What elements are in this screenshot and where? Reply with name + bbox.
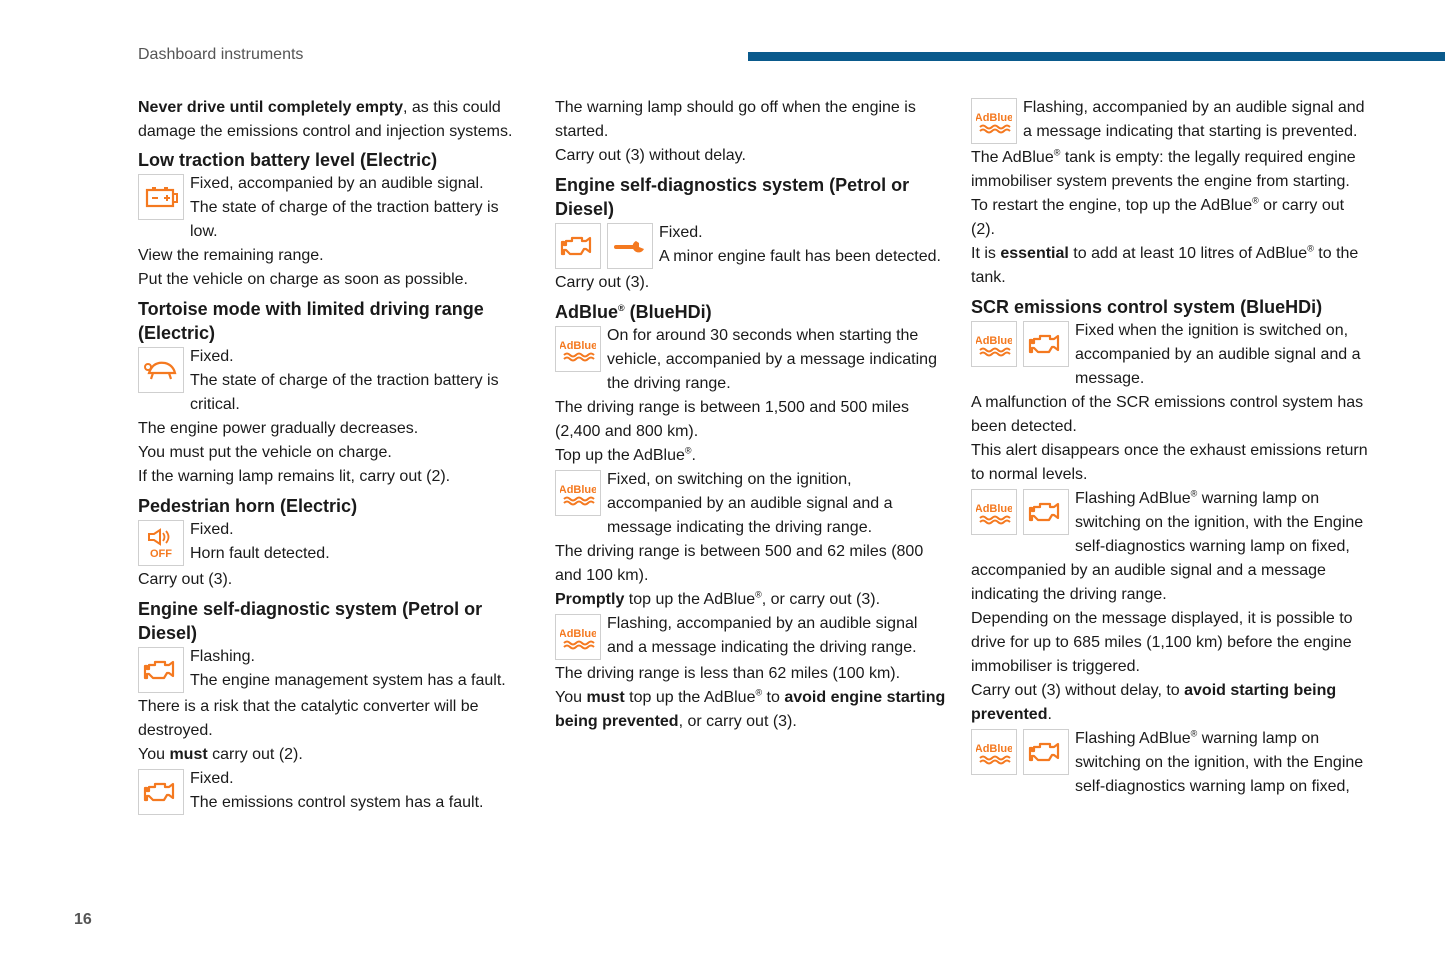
heading-engine-self-diagnostics: Engine self-diagnostics system (Petrol or Diesel) [555, 175, 910, 219]
engine-check-icon [1023, 321, 1069, 367]
adblue-icon [555, 614, 601, 660]
warning-block-scr-flashing-2: Flashing AdBlue® warning lamp on switching on the ignition, with the Engine self-diagnostics warning lamp on fixed, [971, 727, 1371, 799]
adblue-icon [555, 470, 601, 516]
heading-adblue: AdBlue® (BlueHDi) [555, 302, 712, 322]
header-accent-bar [748, 52, 1445, 61]
adblue-icon [971, 489, 1017, 535]
adblue-icon [971, 321, 1017, 367]
pedestrian-horn-off-icon [138, 520, 184, 566]
engine-check-icon [1023, 729, 1069, 775]
engine-check-icon [1023, 489, 1069, 535]
column-1: Never drive until completely empty, as this could damage the emissions control and injection systems. Low traction battery level (Electric) Fixed, accompanied by an audible signal. The state of charge of the traction battery is low. View the remaining range. Put the vehicle on charge as soon as possible. Tortoise mode with limited driving range (Electric) Fixed. The state of charge of the traction battery is critical. The engine power gradually decreases. You must put the vehicle on charge. If the warning lamp remains lit, carry out (2). Pedestrian horn (Electric) OFF Fixed. Horn fault detected. Carry out (3). Engine self-diagnostic system (Petrol or Diesel) Flashing. The engine management system has a fault. There is a risk that the catalytic converter will be destroyed. You must carry out (2). Fixed. The emissions control system has a fault. [138, 96, 530, 817]
warning-block-tortoise: Fixed. The state of charge of the traction battery is critical. [138, 345, 530, 417]
battery-warning-icon [138, 174, 184, 220]
warning-block-minor-fault: Fixed. A minor engine fault has been detected. [555, 221, 947, 271]
heading-engine-self-diagnostic: Engine self-diagnostic system (Petrol or Diesel) [138, 599, 483, 643]
page-number: 16 [74, 911, 92, 928]
section-title: Dashboard instruments [138, 46, 304, 63]
adblue-icon [971, 98, 1017, 144]
warning-block-adblue-fixed: Fixed, on switching on the ignition, accompanied by an audible signal and a message indicating the driving range. [555, 468, 947, 540]
heading-scr-emissions: SCR emissions control system (BlueHDi) [971, 297, 1323, 317]
wrench-icon [607, 223, 653, 269]
svg-text:OFF: OFF [150, 548, 172, 558]
heading-low-traction-battery: Low traction battery level (Electric) [138, 150, 438, 170]
warning-block-battery: Fixed, accompanied by an audible signal. The state of charge of the traction battery is low. [138, 172, 530, 244]
warning-block-emissions: Fixed. The emissions control system has a fault. [138, 767, 530, 817]
warning-block-adblue-30s: On for around 30 seconds when starting the vehicle, accompanied by a message indicating the driving range. [555, 324, 947, 396]
column-3: Flashing, accompanied by an audible signal and a message indicating that starting is prevented. The AdBlue® tank is empty: the legally required engine immobiliser system prevents the engine from starting. To restart the engine, top up the AdBlue® or carry out (2). It is essential to add at least 10 litres of AdBlue® to the tank. SCR emissions control system (BlueHDi) Fixed when the ignition is switched on, accompanied by an audible signal and a message. A malfunction of the SCR emissions control system has been detected. This alert disappears once the exhaust emissions return to normal levels. Flashing AdBlue® warning lamp on switching on the ignition, with the Engine self-diagnostics warning lamp on fixed, accompanied by an audible signal and a message indicating the driving range. Depending on the message displayed, it is possible to drive for up to 685 miles (1,100 km) before the engine immobiliser is triggered. Carry out (3) without delay, to avoid starting being prevented. Flashing AdBlue® warning lamp on switching on the ignition, with the Engine self-diagnostics warning lamp on fixed, [971, 96, 1371, 799]
adblue-icon [555, 326, 601, 372]
paragraph: Never drive until completely empty, as this could damage the emissions control and injection systems. [138, 99, 513, 140]
engine-check-icon [138, 769, 184, 815]
warning-block-engine-flashing: Flashing. The engine management system has a fault. [138, 645, 530, 695]
column-2: The warning lamp should go off when the engine is started. Carry out (3) without delay. Engine self-diagnostics system (Petrol or Diesel) Fixed. A minor engine fault has been detected. Carry out (3). AdBlue® (BlueHDi) On for around 30 seconds when starting the vehicle, accompanied by a message indicating the driving range. The driving range is between 1,500 and 500 miles (2,400 and 800 km). Top up the AdBlue®. Fixed, on switching on the ignition, accompanied by an audible signal and a message indicating the driving range. The driving range is between 500 and 62 miles (800 and 100 km). Promptly top up the AdBlue®, or carry out (3). Flashing, accompanied by an audible signal and a message indicating the driving range. The driving range is less than 62 miles (100 km). You must top up the AdBlue® to avoid engine starting being prevented, or carry out (3). [555, 99, 946, 730]
warning-block-adblue-starting-prevented: Flashing, accompanied by an audible signal and a message indicating that starting is prevented. [971, 96, 1371, 146]
heading-tortoise-mode: Tortoise mode with limited driving range (Electric) [138, 299, 484, 343]
warning-block-horn: OFF Fixed. Horn fault detected. [138, 518, 530, 568]
warning-block-scr-flashing: Flashing AdBlue® warning lamp on switching on the ignition, with the Engine self-diagnostics warning lamp on fixed, accompanied by an audible signal and a message indicating the driving range. [971, 488, 1364, 603]
tortoise-icon [138, 347, 184, 393]
heading-pedestrian-horn: Pedestrian horn (Electric) [138, 496, 358, 516]
adblue-icon [971, 729, 1017, 775]
engine-check-icon [138, 647, 184, 693]
engine-check-icon [555, 223, 601, 269]
warning-block-adblue-flashing: Flashing, accompanied by an audible signal and a message indicating the driving range. [555, 612, 947, 662]
warning-block-scr-fixed: Fixed when the ignition is switched on, accompanied by an audible signal and a message. [971, 319, 1371, 391]
